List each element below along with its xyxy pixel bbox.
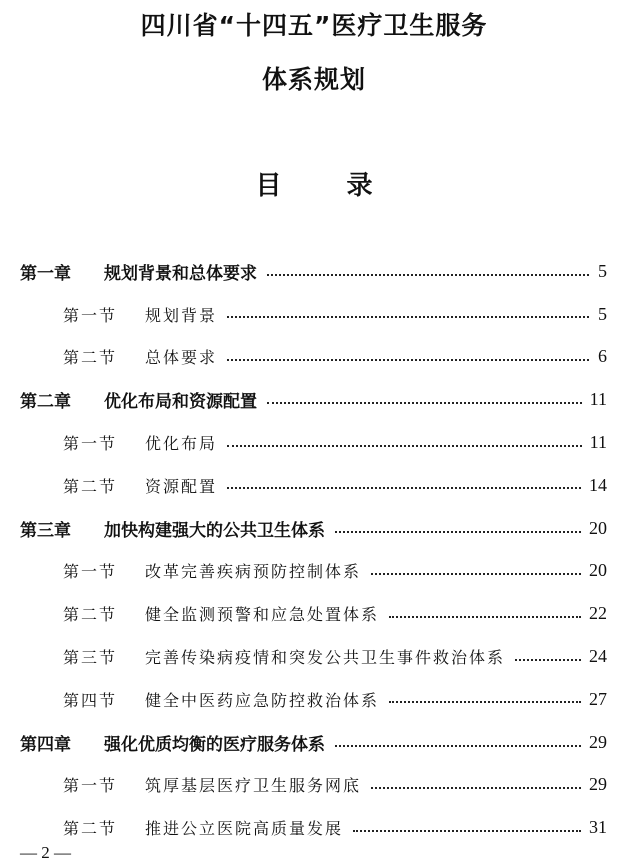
toc-section-row[interactable] (0, 592, 628, 635)
toc-entry-page: 29 (589, 774, 607, 795)
toc-entry-page: 14 (589, 474, 607, 495)
toc-chapter-row[interactable] (0, 721, 628, 764)
toc-entry-page: 5 (598, 260, 607, 281)
dot-leader (335, 728, 581, 747)
toc-entry-title: 优化布局和资源配置 (104, 392, 257, 413)
dot-leader (371, 771, 581, 789)
toc-entry-title: 规划背景和总体要求 (104, 263, 257, 284)
toc-entry-number: 第二章 (20, 392, 71, 413)
document-title-line2: 体系规划 (261, 65, 366, 94)
toc-entry-title: 完善传染病疫情和突发公共卫生事件救治体系 (145, 648, 506, 668)
toc-entry-title: 加快构建强大的公共卫生体系 (104, 520, 325, 541)
toc-section-row[interactable] (0, 421, 628, 464)
toc-entry-number: 第二节 (63, 348, 118, 368)
toc-entry-number: 第四章 (20, 734, 71, 755)
toc-entry-page: 11 (589, 389, 607, 410)
dot-leader (371, 557, 581, 575)
toc-entry-number: 第一节 (63, 776, 118, 796)
toc-chapter-row[interactable] (0, 378, 628, 421)
dot-leader (227, 300, 589, 318)
dot-leader (389, 600, 581, 618)
dot-leader (227, 343, 589, 361)
table-of-contents (0, 250, 628, 849)
toc-entry-page: 31 (589, 817, 607, 838)
toc-entry-page: 29 (589, 731, 607, 752)
dot-leader (389, 685, 581, 703)
toc-chapter-row[interactable] (0, 507, 628, 550)
dot-leader (227, 429, 582, 447)
toc-entry-number: 第三章 (20, 520, 71, 541)
dot-leader (335, 514, 581, 533)
toc-entry-title: 资源配置 (145, 476, 218, 496)
toc-entry-number: 第二节 (63, 605, 118, 625)
toc-entry-number: 第一节 (63, 305, 118, 325)
toc-entry-page: 24 (589, 646, 607, 667)
toc-entry-page: 5 (598, 303, 607, 324)
toc-entry-title: 优化布局 (145, 434, 218, 454)
toc-entry-title: 规划背景 (145, 305, 218, 325)
toc-section-row[interactable] (0, 635, 628, 678)
toc-entry-title: 总体要求 (145, 348, 218, 368)
toc-entry-page: 27 (589, 688, 607, 709)
document-title-line1: 四川省“十四五”医疗卫生服务 (140, 11, 488, 40)
toc-section-row[interactable] (0, 678, 628, 721)
toc-entry-page: 20 (589, 517, 607, 538)
toc-entry-title: 健全监测预警和应急处置体系 (145, 605, 380, 625)
toc-section-row[interactable] (0, 764, 628, 807)
toc-entry-page: 20 (589, 560, 607, 581)
dot-leader (227, 471, 581, 489)
toc-entry-number: 第二节 (63, 476, 118, 496)
toc-entry-page: 22 (589, 603, 607, 624)
toc-entry-title: 筑厚基层医疗卫生服务网底 (145, 776, 362, 796)
toc-entry-title: 推进公立医院高质量发展 (145, 819, 344, 839)
toc-section-row[interactable] (0, 550, 628, 593)
toc-entry-title: 健全中医药应急防控救治体系 (145, 690, 380, 710)
toc-chapter-row[interactable] (0, 250, 628, 293)
toc-entry-number: 第一章 (20, 263, 71, 284)
toc-entry-number: 第一节 (63, 434, 118, 454)
dot-leader (515, 643, 581, 661)
dot-leader (267, 385, 582, 404)
dot-leader (267, 257, 589, 276)
dot-leader (353, 814, 581, 832)
toc-entry-title: 强化优质均衡的医疗服务体系 (104, 734, 325, 755)
toc-entry-page: 6 (598, 346, 607, 367)
toc-section-row[interactable] (0, 336, 628, 379)
toc-section-row[interactable] (0, 293, 628, 336)
toc-heading: 目 录 (255, 171, 401, 201)
toc-entry-title: 改革完善疾病预防控制体系 (145, 562, 362, 582)
toc-entry-number: 第四节 (63, 690, 118, 710)
page-number: — 2 — (20, 843, 71, 862)
toc-entry-number: 第二节 (63, 819, 118, 839)
toc-entry-page: 11 (589, 432, 607, 453)
toc-entry-number: 第三节 (63, 648, 118, 668)
toc-entry-number: 第一节 (63, 562, 118, 582)
toc-section-row[interactable] (0, 464, 628, 507)
toc-section-row[interactable] (0, 806, 628, 849)
